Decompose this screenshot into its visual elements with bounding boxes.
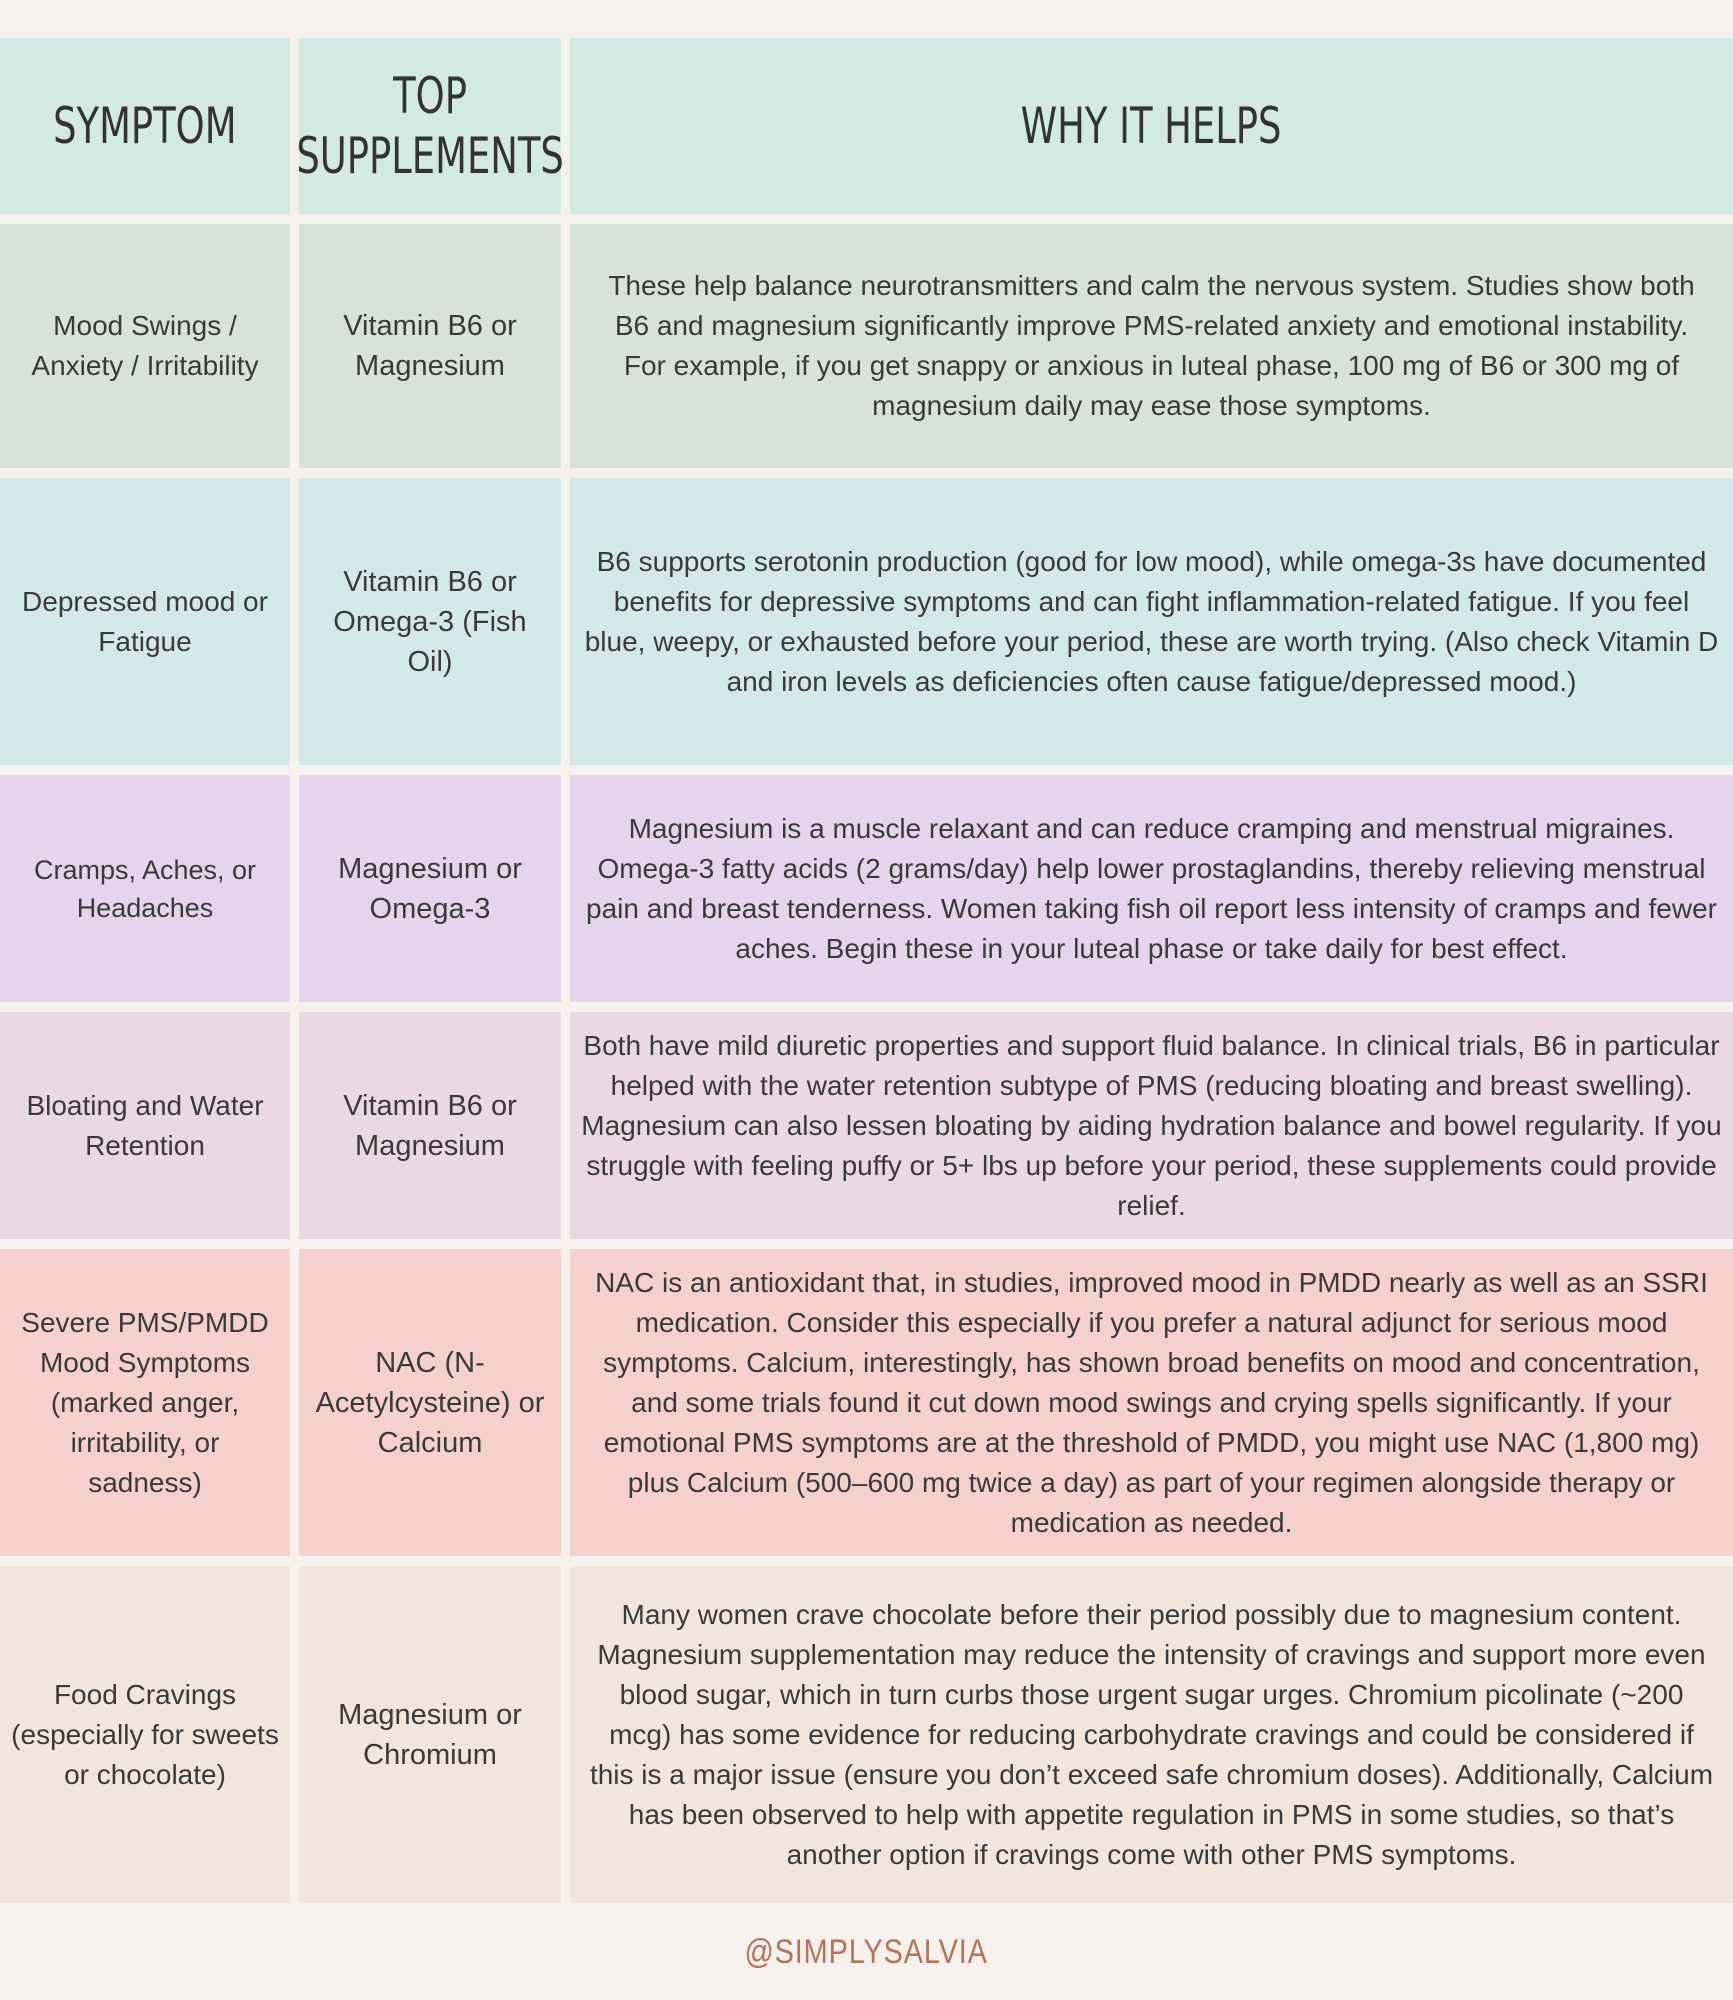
row-2-supplements: Vitamin B6 or Omega-3 (Fish Oil) <box>299 478 561 765</box>
header-supplements-label <box>296 66 563 186</box>
row-2-why: B6 supports serotonin production (good for low mood), while omega-3s have documented benefits for depressive symptoms and can fight inflammation-related fatigue. If you feel blue, weepy, or exhausted before your period, these are worth trying. (Also check Vitamin D and iron levels as deficiencies often cause fatigue/depressed mood.) <box>570 478 1733 765</box>
supplement-table <box>0 38 1733 1903</box>
row-4-why: Both have mild diuretic properties and support fluid balance. In clinical trials, B6 in particular helped with the water retention subtype of PMS (reducing bloating and breast swelling). Magnesium can also lessen bloating by aiding hydration balance and bowel regularity. If you struggle with feeling puffy or 5+ lbs up before your period, these supplements could provide relief. <box>570 1012 1733 1239</box>
header-supplements <box>296 38 564 214</box>
header-why <box>570 38 1733 214</box>
row-4-symptom: Bloating and Water Retention <box>0 1012 290 1239</box>
row-5-why: NAC is an antioxidant that, in studies, improved mood in PMDD nearly as well as an SSRI medication. Consider this especially if you prefer a natural adjunct for serious mood symptoms. Calcium, interestingly, has shown broad benefits on mood and concentration, and some trials found it cut down mood swings and crying spells significantly. If your emotional PMS symptoms are at the threshold of PMDD, you might use NAC (1,800 mg) plus Calcium (500–600 mg twice a day) as part of your regimen alongside therapy or medication as needed. <box>570 1249 1733 1556</box>
header-symptom-label: SYMPTOM <box>53 97 237 155</box>
row-2-symptom: Depressed mood or Fatigue <box>0 478 290 765</box>
footer-handle-text: @SIMPLYSALVIA <box>744 1933 989 1971</box>
row-6-supplements: Magnesium or Chromium <box>299 1566 561 1903</box>
header-why-label: WHY IT HELPS <box>1021 97 1282 155</box>
row-1-why: These help balance neurotransmitters and calm the nervous system. Studies show both B6 and magnesium significantly improve PMS-related anxiety and emotional instability. For example, if you get snappy or anxious in luteal phase, 100 mg of B6 or 300 mg of magnesium daily may ease those symptoms. <box>570 224 1733 468</box>
row-1-symptom: Mood Swings / Anxiety / Irritability <box>0 224 290 468</box>
row-3-symptom: Cramps, Aches, or Headaches <box>0 775 290 1002</box>
header-symptom <box>0 38 290 214</box>
footer-handle <box>0 1933 1733 1972</box>
header-supplements-line1: TOP <box>393 67 467 125</box>
row-1-supplements: Vitamin B6 or Magnesium <box>299 224 561 468</box>
header-supplements-line2: SUPPLEMENTS <box>296 127 564 185</box>
row-5-symptom: Severe PMS/PMDD Mood Symptoms (marked anger, irritability, or sadness) <box>0 1249 290 1556</box>
row-5-supplements: NAC (N-Acetylcysteine) or Calcium <box>299 1249 561 1556</box>
row-4-supplements: Vitamin B6 or Magnesium <box>299 1012 561 1239</box>
row-6-symptom: Food Cravings (especially for sweets or chocolate) <box>0 1566 290 1903</box>
row-3-why: Magnesium is a muscle relaxant and can reduce cramping and menstrual migraines. Omega-3 fatty acids (2 grams/day) help lower prostaglandins, thereby relieving menstrual pain and breast tenderness. Women taking fish oil report less intensity of cramps and fewer aches. Begin these in your luteal phase or take daily for best effect. <box>570 775 1733 1002</box>
row-6-why: Many women crave chocolate before their period possibly due to magnesium content. Magnesium supplementation may reduce the intensity of cravings and support more even blood sugar, which in turn curbs those urgent sugar urges. Chromium picolinate (~200 mcg) has some evidence for reducing carbohydrate cravings and could be considered if this is a major issue (ensure you don’t exceed safe chromium doses). Additionally, Calcium has been observed to help with appetite regulation in PMS in some studies, so that’s another option if cravings come with other PMS symptoms. <box>570 1566 1733 1903</box>
row-3-supplements: Magnesium or Omega-3 <box>299 775 561 1002</box>
